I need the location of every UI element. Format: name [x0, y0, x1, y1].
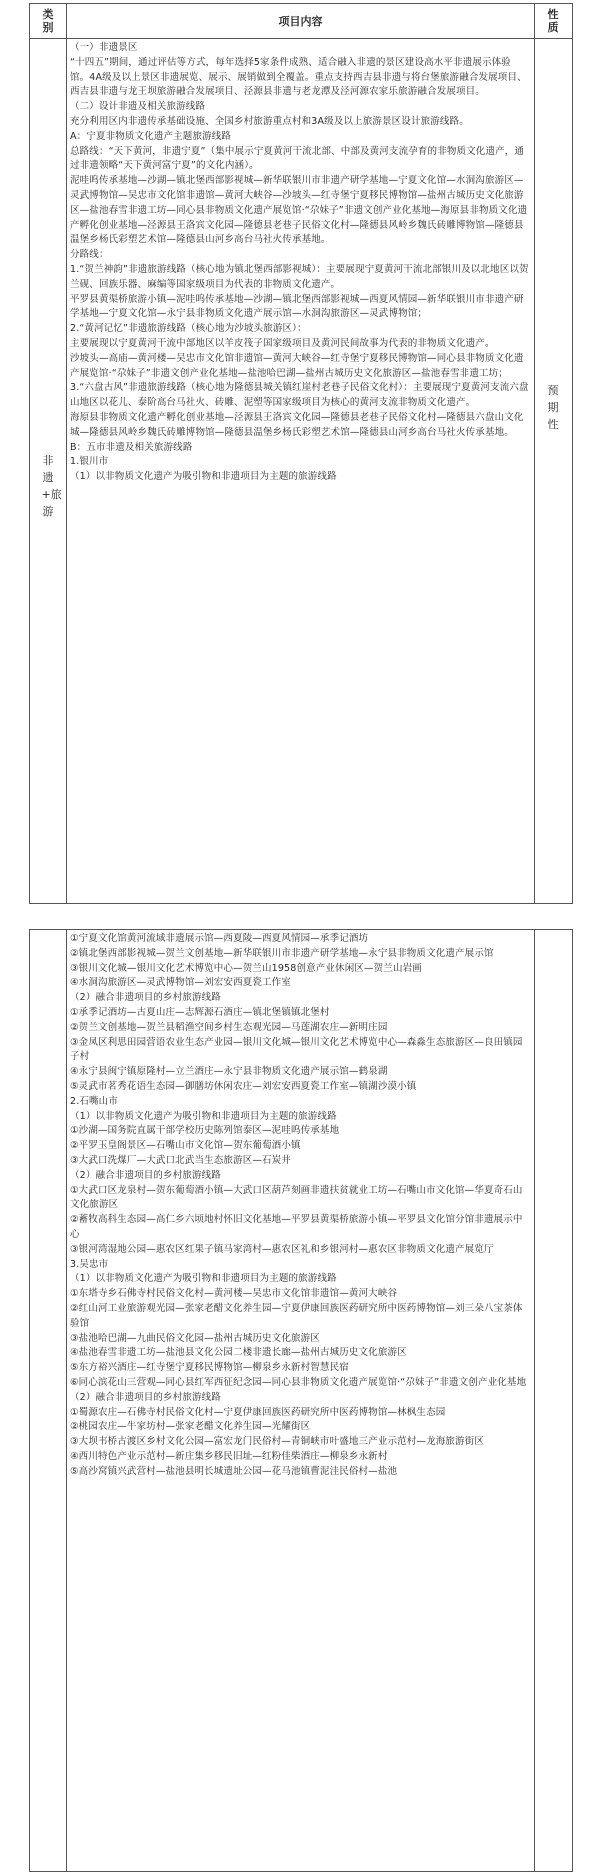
content-line: 3.“六盘古风”非遗旅游线路（核心地为隆德县城关镇红崖村老巷子民俗文化村）：主要展现宁夏黄河支流六盘山地区以花儿、泰阶高台马社火、砖雕、泥塑等国家级项目为核心的黄河支流非物质文化遗产。 [70, 382, 529, 409]
content-line: 1.银川市 [70, 456, 109, 468]
header-nature [535, 4, 571, 38]
content-line: ④水洞沟旅游区—灵武博物馆—刘宏安西夏瓷工作室 [70, 977, 291, 989]
content-line: 分路线： [70, 249, 109, 261]
content-line: 海原县非物质文化遗产孵化创业基地—泾源县王洛宾文化园—隆德县老巷子民俗文化村—隆德县六盘山文化城—隆德县风岭乡魏氏砖雕博物馆—隆德县温堡乡杨氏彩塑艺术馆—隆德县山河乡高台马社火传承基地。 [70, 411, 524, 438]
content-line: ③大坝韦桥古渡区乡村文化公园—富宏龙门民俗村—青铜峡市叶盛地三产业示范村—龙海旅游街区 [70, 1436, 484, 1448]
content-line: 总路线：“天下黄河，非遗宁夏”（集中展示宁夏黄河干流北部、中部及黄河支流孕育的非物质文化遗产，通过非遗领略“天下黄河富宁夏”的文化内涵）。 [70, 145, 525, 172]
content-line: ①承季记酒坊—古夏山庄—志辉源石酒庄—镇北堡镇镇北堡村 [70, 1006, 330, 1018]
content-line: （2）融合非遗项目的乡村旅游线路 [70, 992, 221, 1004]
nature-cell-text: 预期性 [547, 384, 559, 431]
content-line: ⑤东方裕兴酒庄—红寺堡宁夏移民博物馆—柳泉乡永新村智慧民宿 [70, 1362, 349, 1374]
content-line: ③银河湾湿地公园—惠农区红果子镇马家湾村—惠农区礼和乡银河村—惠农区非物质文化遗产展览厅 [70, 1243, 494, 1255]
content-line: （2）融合非遗项目的乡村旅游线路 [70, 1391, 221, 1403]
project-content-part-1 [70, 41, 530, 485]
content-line: 平罗县黄渠桥旅游小镇—泥哇呜传承基地—沙湖—镇北堡西部影视城—西夏风情园—新华联银川市非遗产研学基地—宁夏文化馆—永宁县非物质文化遗产展示馆—水洞沟旅游区—灵武博物馆； [70, 293, 524, 320]
content-line: （1）以非物质文化遗产为吸引物和非遗项目为主题的旅游线路 [70, 1273, 337, 1285]
content-line: ①宁夏文化馆黄河流域非遗展示馆—西夏陵—西夏风情园—承季记酒坊 [70, 933, 369, 944]
content-line: ③盐池哈巴湖—九曲民俗文化园—盐州古城历史文化旅游区 [70, 1332, 320, 1344]
policy-table-part-2 [29, 929, 573, 1872]
content-line: ③银川文化城—银川文化艺术博览中心—贺兰山1958创意产业休闲区—贺兰山岩画 [70, 962, 422, 974]
content-line: ②桃园农庄—牛家坊村—张家老醋文化养生园—光耀街区 [70, 1421, 311, 1433]
column-divider-left [66, 930, 67, 1871]
content-line: （一）非遗景区 [70, 42, 138, 53]
content-line: ②镇北堡西部影视城—贺兰文创基地—新华联银川市非遗产研学基地—永宁县非物质文化遗产展示馆 [70, 947, 494, 959]
header-content: 项目内容 [278, 14, 323, 28]
content-line: B：五市非遗及相关旅游线路 [70, 441, 193, 453]
content-line: ④永宁县闽宁镇原隆村—立兰酒庄—永宁县非物质文化遗产展示馆—鹤泉湖 [70, 1066, 388, 1078]
content-line: 2.“黄河记忆”非遗旅游线路（核心地为沙坡头旅游区）： [70, 323, 307, 335]
content-line: ①大武口区龙泉村—贺东葡萄酒小镇—大武口区葫芦刻画非遗扶贫就业工坊—石嘴山市文化馆—华夏奇石山文化旅游区 [70, 1184, 523, 1211]
content-line: ②平罗玉皇阁景区—石嘴山市文化馆—贺东葡萄酒小镇 [70, 1140, 301, 1152]
content-line: 泥哇呜传承基地—沙湖—镇北堡西部影视城—新华联银川市非遗产研学基地—宁夏文化馆—水洞沟旅游区—灵武博物馆—吴忠市文化馆非遗馆—黄河大峡谷—沙坡头—红寺堡宁夏移民博物馆—盐州古城历史文化旅游区—盐池春雪非遗工坊—同心县非物质文化遗产展览馆·“尕妹子”非遗文创产业化基地—海原县非物质文化遗产孵化创业基地—泾源县王洛宾文化园—隆德县老巷子民俗文化村—隆德县风岭乡魏氏砖雕博物馆—隆德县温堡乡杨氏彩塑艺术馆—隆德县山河乡高台马社火传承基地。 [70, 175, 528, 246]
content-line: （1）以非物质文化遗产为吸引物和非遗项目为主题的旅游线路 [70, 1110, 337, 1122]
category-cell-text: 非遗+旅游 [41, 454, 62, 518]
content-line: ①蜀源农庄—石佛寺村民俗文化村—宁夏伊康回族医药研究所中医药博物馆—林枫生态园 [70, 1406, 446, 1418]
table-header-row [30, 4, 572, 39]
header-nature-text: 性质 [547, 8, 559, 34]
content-line: ①东塔寺乡石佛寺村民俗文化村—黄河楼—吴忠市文化馆非遗馆—黄河大峡谷 [70, 1288, 398, 1300]
content-line: ③大武口洗煤厂—大武口北武当生态旅游区—石炭井 [70, 1154, 291, 1166]
content-line: （二）设计非遗及相关旅游线路 [70, 101, 206, 113]
content-line: ②贺兰文创基地—贺兰县稻渔空间乡村生态观光园—马莲湖农庄—新明庄园 [70, 1021, 388, 1033]
content-line: 充分利用区内非遗传承基础设施、全国乡村旅游重点村和3A级及以上旅游景区设计旅游线路。 [70, 115, 469, 127]
content-line: 2.石嘴山市 [70, 1095, 118, 1107]
content-line: “十四五”期间，通过评估等方式，每年选择5家条件成熟、适合融入非遗的景区建设高水平非遗展示体验馆。4A级及以上景区非遗展览、展示、展销做到全覆盖。重点支持西吉县非遗与将台堡旅游融合发展项目、西吉县非遗与龙王坝旅游融合发展项目、泾源县非遗与老龙潭及泾河源农家乐旅游融合发展项目。 [70, 56, 527, 98]
column-divider-right [534, 4, 535, 903]
project-content-part-2 [70, 932, 530, 1479]
column-divider-left [66, 4, 67, 903]
content-line: （2）融合非遗项目的乡村旅游线路 [70, 1169, 221, 1181]
header-category [30, 4, 66, 38]
nature-cell [535, 382, 571, 433]
content-line: ⑥同心滨花山三营观—同心县红军西征纪念园—同心县非物质文化遗产展览馆·“尕妹子”非遗文创产业化基地 [70, 1376, 527, 1388]
column-divider-right [534, 930, 535, 1871]
content-line: ④盐池春雪非遗工坊—盐池县文化公园二楼非遗长廊—盐州古城历史文化旅游区 [70, 1347, 407, 1359]
content-line: ①沙湖—国务院直属干部学校历史陈列馆泰区—泥哇呜传承基地 [70, 1125, 340, 1137]
content-line: ⑤高沙窝镇兴武营村—盐池县明长城遗址公园—花马池镇曹泥洼民俗村—盐池 [70, 1465, 398, 1477]
content-line: ②蓄牧高科生态园—高仁乡六顷地村怀旧文化基地—平罗县黄渠桥旅游小镇—平罗县文化馆分馆非遗展示中心 [70, 1214, 523, 1240]
header-category-text: 类别 [42, 8, 54, 34]
content-line: ⑤灵武市茗秀花语生态园—御膳坊休闲农庄—刘宏安西夏瓷工作室—镇湖沙漠小镇 [70, 1080, 417, 1092]
content-line: ③金凤区利思田园营语农业生态产业园—银川文化城—银川文化艺术博览中心—森淼生态旅游区—良田镇园子村 [70, 1036, 523, 1063]
content-line: 1.“贺兰神韵”非遗旅游线路（核心地为镇北堡西部影视城）：主要展现宁夏黄河干流北部银川及以北地区以贺兰砚、回族乐器、麻编等国家级项目为代表的非物质文化遗产。 [70, 263, 529, 290]
content-line: ④西川特色产业示范村—新庄集乡移民旧址—红粉佳柴酒庄—柳泉乡永新村 [70, 1450, 388, 1462]
content-line: A：宁夏非物质文化遗产主题旅游线路 [70, 130, 232, 142]
content-line: 主要展现以宁夏黄河干流中部地区以羊皮筏子国家级项目及黄河民间故事为代表的非物质文化遗产。 [70, 337, 495, 349]
content-line: 沙坡头—高庙—黄河楼—吴忠市文化馆非遗馆—黄河大峡谷—红寺堡宁夏移民博物馆—同心县非物质文化遗产展览馆·“尕妹子”非遗文创产业化基地—盐池哈巴湖—盐州古城历史文化旅游区—盐池春雪非遗工坊； [70, 352, 524, 379]
policy-table-part-1 [29, 3, 573, 904]
content-line: ②红山河工业旅游观光园—张家老醋文化养生园—宁夏伊康回族医药研究所中医药博物馆—刘三朵八宝茶体验馆 [70, 1302, 523, 1329]
content-line: （1）以非物质文化遗产为吸引物和非遗项目为主题的旅游线路 [70, 471, 337, 483]
content-line: 3.吴忠市 [70, 1258, 109, 1270]
category-cell [30, 452, 66, 520]
